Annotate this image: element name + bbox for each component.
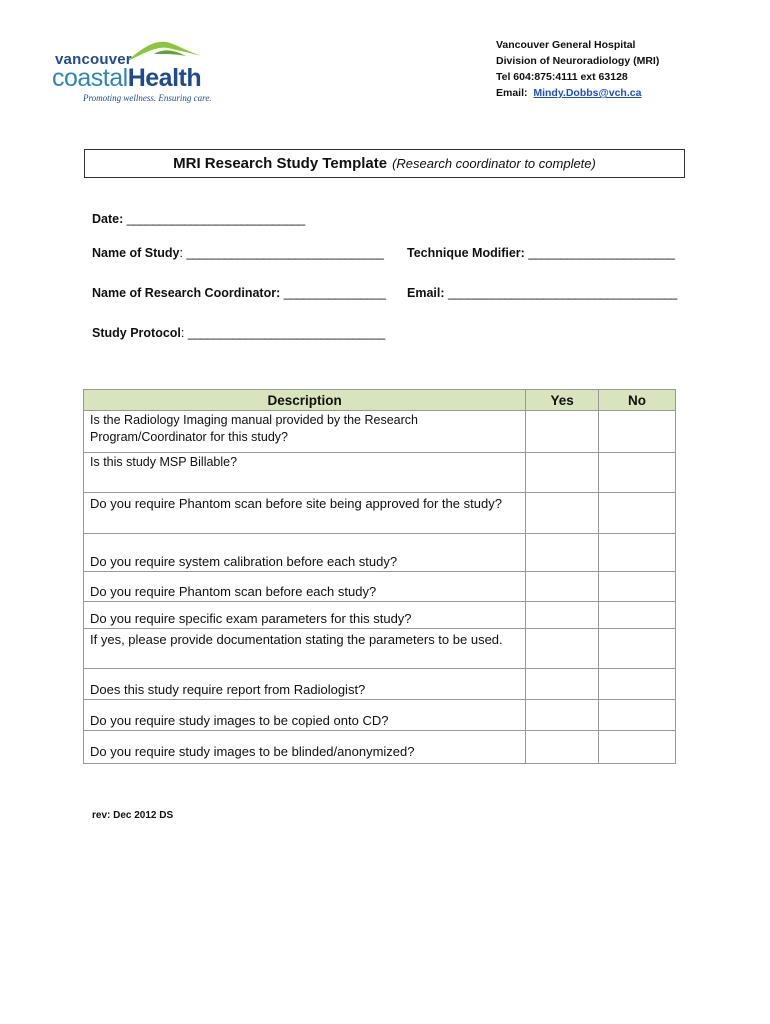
yes-cell[interactable] bbox=[526, 534, 599, 572]
no-cell[interactable] bbox=[599, 731, 676, 764]
yes-cell[interactable] bbox=[526, 629, 599, 669]
table-row bbox=[84, 453, 676, 493]
no-cell[interactable] bbox=[599, 493, 676, 534]
study-name-colon: : bbox=[179, 246, 183, 260]
table-row bbox=[84, 572, 676, 602]
no-cell[interactable] bbox=[599, 411, 676, 453]
logo-word-coastal: coastal bbox=[52, 64, 128, 92]
table-row bbox=[84, 411, 676, 453]
study-protocol-label: Study Protocol bbox=[92, 326, 181, 340]
no-cell[interactable] bbox=[599, 534, 676, 572]
form-subtitle: (Research coordinator to complete) bbox=[392, 156, 596, 171]
no-cell[interactable] bbox=[599, 602, 676, 629]
table-row bbox=[84, 493, 676, 534]
no-cell[interactable] bbox=[599, 629, 676, 669]
question-system-calibration: Do you require system calibration before each study? bbox=[84, 534, 526, 572]
header-yes: Yes bbox=[526, 390, 599, 411]
table-row bbox=[84, 602, 676, 629]
date-blank[interactable]: ____________________________ bbox=[126, 212, 305, 226]
form-title-box bbox=[84, 149, 685, 178]
coordinator-blank[interactable]: ________________ bbox=[283, 286, 386, 300]
logo-word-coastal-health bbox=[52, 64, 201, 93]
date-label: Date: bbox=[92, 212, 124, 226]
revision-note: rev: Dec 2012 DS bbox=[92, 810, 174, 821]
coordinator-label: Name of Research Coordinator: bbox=[92, 286, 281, 300]
study-protocol-field[interactable] bbox=[92, 326, 385, 340]
study-protocol-colon: : bbox=[180, 326, 185, 340]
table-header-row bbox=[84, 390, 676, 411]
yes-cell[interactable] bbox=[526, 493, 599, 534]
hospital-email-link[interactable]: Mindy.Dobbs@vch.ca bbox=[533, 87, 642, 99]
no-cell[interactable] bbox=[599, 572, 676, 602]
question-copy-to-cd: Do you require study images to be copied onto CD? bbox=[84, 700, 526, 731]
hospital-email-label: Email: bbox=[496, 87, 528, 99]
study-name-label: Name of Study bbox=[92, 246, 180, 260]
question-exam-parameters: Do you require specific exam parameters for this study? bbox=[84, 602, 526, 629]
question-parameter-documentation: If yes, please provide documentation stating the parameters to be used. bbox=[84, 629, 526, 669]
hospital-contact bbox=[496, 37, 659, 101]
table-row bbox=[84, 669, 676, 700]
question-msp-billable: Is this study MSP Billable? bbox=[84, 453, 526, 493]
table-row bbox=[84, 700, 676, 731]
study-name-blank[interactable]: _______________________________ bbox=[186, 246, 384, 260]
question-imaging-manual: Is the Radiology Imaging manual provided by the Research Program/Coordinator for this study? bbox=[84, 411, 526, 453]
checklist-table bbox=[83, 389, 676, 764]
table-row bbox=[84, 534, 676, 572]
question-radiologist-report: Does this study require report from Radiologist? bbox=[84, 669, 526, 700]
coordinator-email-field[interactable] bbox=[407, 286, 677, 300]
logo-word-vancouver: vancouver bbox=[55, 51, 132, 68]
yes-cell[interactable] bbox=[526, 453, 599, 493]
yes-cell[interactable] bbox=[526, 731, 599, 764]
vch-logo bbox=[52, 38, 212, 106]
no-cell[interactable] bbox=[599, 669, 676, 700]
yes-cell[interactable] bbox=[526, 411, 599, 453]
form-title: MRI Research Study Template bbox=[173, 155, 388, 172]
study-name-field[interactable] bbox=[92, 246, 383, 260]
yes-cell[interactable] bbox=[526, 669, 599, 700]
technique-modifier-field[interactable] bbox=[407, 246, 674, 260]
hospital-email-line bbox=[496, 85, 659, 101]
question-phantom-each-study: Do you require Phantom scan before each study? bbox=[84, 572, 526, 602]
table-row bbox=[84, 629, 676, 669]
header-description: Description bbox=[84, 390, 526, 411]
question-blinded-anonymized: Do you require study images to be blinded/anonymized? bbox=[84, 731, 526, 764]
question-phantom-before-approval: Do you require Phantom scan before site being approved for the study? bbox=[84, 493, 526, 534]
yes-cell[interactable] bbox=[526, 700, 599, 731]
yes-cell[interactable] bbox=[526, 572, 599, 602]
coordinator-field[interactable] bbox=[92, 286, 385, 300]
coordinator-email-blank[interactable]: ____________________________________ bbox=[448, 286, 677, 300]
table-row bbox=[84, 731, 676, 764]
technique-modifier-label: Technique Modifier: bbox=[407, 246, 525, 260]
hospital-division: Division of Neuroradiology (MRI) bbox=[496, 55, 660, 67]
date-field[interactable] bbox=[92, 212, 305, 226]
hospital-phone: Tel 604:875:4111 ext 63128 bbox=[496, 71, 628, 83]
study-protocol-blank[interactable]: _______________________________ bbox=[187, 326, 385, 340]
no-cell[interactable] bbox=[599, 453, 676, 493]
technique-modifier-blank[interactable]: _______________________ bbox=[528, 246, 675, 260]
coordinator-email-label: Email: bbox=[407, 286, 445, 300]
logo-tagline: Promoting wellness. Ensuring care. bbox=[83, 93, 212, 103]
yes-cell[interactable] bbox=[526, 602, 599, 629]
hospital-name: Vancouver General Hospital bbox=[496, 39, 636, 51]
logo-word-health: Health bbox=[127, 64, 202, 92]
header-no: No bbox=[599, 390, 676, 411]
no-cell[interactable] bbox=[599, 700, 676, 731]
